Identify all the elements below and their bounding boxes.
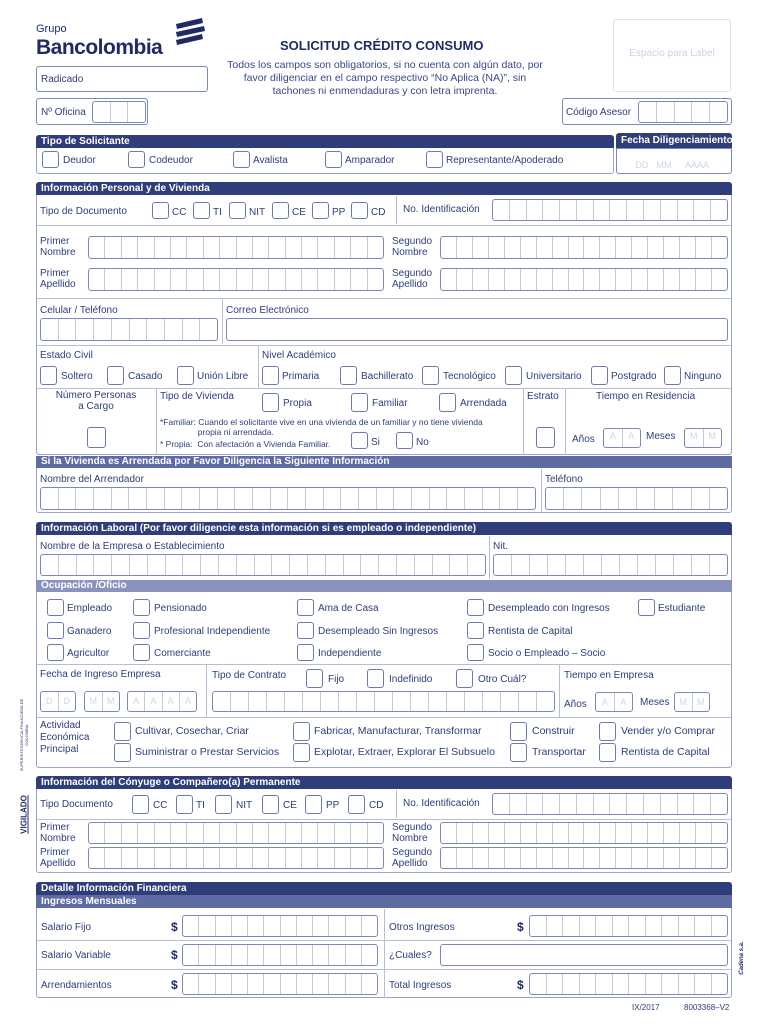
doc-option-nit: NIT <box>249 207 266 218</box>
ocupacion-header: Ocupación /Oficio <box>36 580 732 592</box>
arrendamientos-label: Arrendamientos <box>41 980 112 991</box>
logo-brand-text: Bancolombia <box>36 36 163 59</box>
checkbox-casado[interactable] <box>107 366 124 385</box>
no-identificacion-label: No. Identificación <box>403 204 480 215</box>
residencia-anos-label: Años <box>572 434 595 445</box>
cuales-label: ¿Cuales? <box>389 950 432 961</box>
checkbox-rentista[interactable] <box>599 743 616 762</box>
segundo-apellido-label: Segundo Apellido <box>392 268 433 290</box>
checkbox-conyuge-cc[interactable] <box>132 795 149 814</box>
tipo-solicitante-header: Tipo de Solicitante <box>36 135 614 148</box>
option-propia: Propia <box>283 398 312 409</box>
fecha-ingreso-ph-m2: M <box>107 696 115 706</box>
fecha-mm-placeholder: MM <box>656 160 672 170</box>
option-empleado: Empleado <box>67 603 113 614</box>
celular-input[interactable] <box>40 318 218 341</box>
salario-variable-currency: $ <box>171 948 178 962</box>
checkbox-arrendada[interactable] <box>439 393 456 412</box>
option-fabricar: Fabricar, Manufacturar, Transformar <box>314 725 482 737</box>
checkbox-si[interactable] <box>351 432 368 449</box>
financiera-header: Detalle Información Financiera <box>36 882 732 895</box>
checkbox-familiar[interactable] <box>351 393 368 412</box>
fecha-aaaa-placeholder: AAAA <box>684 160 709 170</box>
fecha-ingreso-ph-a4: A <box>184 696 191 706</box>
option-amparador: Amparador <box>345 155 395 166</box>
radicado-label: Radicado <box>41 74 84 85</box>
fecha-ingreso-ph-a1: A <box>128 692 145 711</box>
oficina-label: Nº Oficina <box>41 107 86 118</box>
doc-option-ce: CE <box>292 207 306 218</box>
checkbox-pensionado[interactable] <box>133 599 150 616</box>
conyuge-doc-nit: NIT <box>236 800 253 811</box>
option-cultivar: Cultivar, Cosechar, Criar <box>135 725 249 737</box>
salario-variable-label: Salario Variable <box>41 950 111 961</box>
option-rentista: Rentista de Capital <box>621 746 710 758</box>
conyuge-header: Información del Cónyuge o Compañero(a) Permanente <box>36 776 732 789</box>
option-explotar: Explotar, Extraer, Explorar El Subsuelo <box>314 746 495 758</box>
option-union-libre: Unión Libre <box>197 371 249 382</box>
tipo-vivienda-label: Tipo de Vivienda <box>160 391 234 402</box>
salario-variable-input[interactable] <box>182 944 378 966</box>
fecha-ingreso-ph-d1: D <box>41 692 59 711</box>
residencia-meses-label: Meses <box>646 431 676 442</box>
option-primaria: Primaria <box>282 371 320 382</box>
tiempo-residencia-label: Tiempo en Residencia <box>596 391 696 402</box>
option-estudiante: Estudiante <box>658 603 706 614</box>
checkbox-fijo[interactable] <box>306 669 323 688</box>
checkbox-construir[interactable] <box>510 722 527 741</box>
arrendamientos-currency: $ <box>171 978 178 992</box>
checkbox-amparador[interactable] <box>325 151 342 168</box>
option-postgrado: Postgrado <box>611 371 657 382</box>
ingresos-header: Ingresos Mensuales <box>36 895 732 908</box>
residencia-anos-input[interactable] <box>603 428 641 448</box>
conyuge-primer-apellido-input[interactable] <box>88 847 384 869</box>
empresa-label: Nombre de la Empresa o Establecimiento <box>40 541 225 552</box>
conyuge-primer-nombre-label: Primer Nombre <box>40 822 76 844</box>
option-deudor: Deudor <box>63 155 96 166</box>
empresa-anos-ph-2: A <box>620 697 627 707</box>
checkbox-deudor[interactable] <box>42 151 59 168</box>
footer-code: 8003368–V2 <box>684 1003 730 1012</box>
residencia-meses-ph-1: M <box>685 429 704 447</box>
form-title: SOLICITUD CRÉDITO CONSUMO <box>280 38 484 53</box>
option-desempleado-sin-ingresos: Desempleado Sin Ingresos <box>318 626 439 637</box>
option-arrendada: Arrendada <box>460 398 507 409</box>
codigo-asesor-label: Código Asesor <box>566 107 632 118</box>
checkbox-universitario[interactable] <box>505 366 522 385</box>
checkbox-conyuge-ce[interactable] <box>262 795 279 814</box>
conyuge-segundo-nombre-label: Segundo Nombre <box>392 822 433 844</box>
option-ama-casa: Ama de Casa <box>318 603 379 614</box>
label-space-box <box>613 19 731 92</box>
checkbox-desempleado-sin-ingresos[interactable] <box>297 622 314 639</box>
nombre-arrendador-label: Nombre del Arrendador <box>40 474 144 485</box>
laboral-header: Información Laboral (Por favor diligencie esta información si es empleado o independiente) <box>36 522 732 535</box>
conyuge-doc-cd: CD <box>369 800 384 811</box>
conyuge-segundo-apellido-label: Segundo Apellido <box>392 847 433 869</box>
checkbox-suministrar[interactable] <box>114 743 131 762</box>
printer-mark: Cadena s.a. <box>739 941 745 975</box>
checkbox-ninguno[interactable] <box>664 366 681 385</box>
checkbox-postgrado[interactable] <box>591 366 608 385</box>
salario-fijo-input[interactable] <box>182 915 378 937</box>
option-ninguno: Ninguno <box>684 371 722 382</box>
checkbox-primaria[interactable] <box>262 366 279 385</box>
option-suministrar: Suministrar o Prestar Servicios <box>135 746 280 758</box>
checkbox-comerciante[interactable] <box>133 644 150 661</box>
checkbox-socio[interactable] <box>467 644 484 661</box>
option-otro-cual: Otro Cuál? <box>478 674 527 685</box>
option-universitario: Universitario <box>526 371 582 382</box>
empresa-input[interactable] <box>40 554 486 576</box>
actividad-label: Actividad Económica Principal <box>40 720 90 755</box>
empresa-meses-label: Meses <box>640 697 670 708</box>
conyuge-primer-apellido-label: Primer Apellido <box>40 847 76 869</box>
celular-label: Celular / Teléfono <box>40 305 118 316</box>
checkbox-cultivar[interactable] <box>114 722 131 741</box>
checkbox-codeudor[interactable] <box>128 151 145 168</box>
empresa-anos-label: Años <box>564 699 587 710</box>
conyuge-doc-cc: CC <box>153 800 168 811</box>
option-ganadero: Ganadero <box>67 626 112 637</box>
residencia-meses-input[interactable] <box>684 428 722 448</box>
checkbox-ama-casa[interactable] <box>297 599 314 616</box>
arrendamientos-input[interactable] <box>182 973 378 995</box>
tipo-contrato-label: Tipo de Contrato <box>212 670 287 681</box>
checkbox-bachillerato[interactable] <box>340 366 357 385</box>
option-independiente: Independiente <box>318 648 382 659</box>
checkbox-rentista-capital[interactable] <box>467 622 484 639</box>
checkbox-doc-cc[interactable] <box>152 202 169 219</box>
option-construir: Construir <box>532 725 575 737</box>
telefono-arrendador-label: Teléfono <box>545 474 583 485</box>
estrato-input[interactable] <box>536 427 555 448</box>
option-casado: Casado <box>128 371 163 382</box>
empresa-meses-ph-2: M <box>697 697 705 707</box>
checkbox-conyuge-cd[interactable] <box>348 795 365 814</box>
nit-input[interactable] <box>493 554 728 576</box>
estrato-label: Estrato <box>527 391 559 402</box>
option-socio: Socio o Empleado – Socio <box>488 648 606 659</box>
checkbox-tecnologico[interactable] <box>422 366 439 385</box>
segundo-apellido-input[interactable] <box>440 268 728 291</box>
option-agricultor: Agricultor <box>67 648 110 659</box>
option-desempleado-ingresos: Desempleado con Ingresos <box>488 603 610 614</box>
checkbox-conyuge-pp[interactable] <box>305 795 322 814</box>
fecha-ingreso-mm[interactable] <box>84 691 120 712</box>
codigo-asesor-input[interactable] <box>638 101 728 123</box>
bank-logo <box>36 22 206 62</box>
tipo-documento-label: Tipo de Documento <box>40 206 127 217</box>
form-instructions: Todos los campos son obligatorios, si no cuenta con algún dato, por favor diligenciar en el campo respectivo “No Aplica (NA)”, sin tachones ni enmendaduras y con letra imprenta. <box>227 59 543 97</box>
residencia-anos-ph-1: A <box>604 429 623 447</box>
primer-nombre-label: Primer Nombre <box>40 236 76 258</box>
option-comerciante: Comerciante <box>154 648 211 659</box>
primer-apellido-input[interactable] <box>88 268 384 291</box>
option-transportar: Transportar <box>532 746 586 758</box>
checkbox-conyuge-ti[interactable] <box>176 795 193 814</box>
option-fijo: Fijo <box>328 674 345 685</box>
logo-group-text: Grupo <box>36 23 67 35</box>
superfinanciera-text: SUPERINTENDENCIA FINANCIERA DE COLOMBIA <box>19 698 29 772</box>
checkbox-representante[interactable] <box>426 151 443 168</box>
fecha-ingreso-ph-m1: M <box>85 692 103 711</box>
conyuge-doc-ti: TI <box>196 800 205 811</box>
option-vender: Vender y/o Comprar <box>621 725 715 737</box>
conyuge-segundo-nombre-input[interactable] <box>440 822 728 844</box>
doc-option-cd: CD <box>371 207 386 218</box>
fecha-dd-placeholder: DD <box>635 160 649 170</box>
conyuge-primer-nombre-input[interactable] <box>88 822 384 844</box>
option-si: Si <box>371 437 380 448</box>
option-soltero: Soltero <box>61 371 93 382</box>
checkbox-doc-cd[interactable] <box>351 202 368 219</box>
option-no: No <box>416 437 429 448</box>
checkbox-empleado[interactable] <box>47 599 64 616</box>
checkbox-doc-ti[interactable] <box>193 202 210 219</box>
option-rentista-capital: Rentista de Capital <box>488 626 573 637</box>
checkbox-profesional-independiente[interactable] <box>133 622 150 639</box>
checkbox-doc-nit[interactable] <box>229 202 246 219</box>
checkbox-doc-pp[interactable] <box>312 202 329 219</box>
checkbox-ganadero[interactable] <box>47 622 64 639</box>
fecha-ingreso-aaaa[interactable] <box>127 691 197 712</box>
conyuge-no-identificacion-input[interactable] <box>492 793 728 815</box>
no-identificacion-input[interactable] <box>492 199 728 221</box>
checkbox-soltero[interactable] <box>40 366 57 385</box>
checkbox-agricultor[interactable] <box>47 644 64 661</box>
option-indefinido: Indefinido <box>389 674 433 685</box>
total-ingresos-input[interactable] <box>529 973 728 995</box>
checkbox-explotar[interactable] <box>293 743 310 762</box>
total-ingresos-label: Total Ingresos <box>389 980 452 991</box>
telefono-arrendador-input[interactable] <box>545 487 728 510</box>
vigilado-seal <box>16 700 40 840</box>
checkbox-transportar[interactable] <box>510 743 527 762</box>
primer-apellido-label: Primer Apellido <box>40 268 76 290</box>
numero-personas-input[interactable] <box>87 427 106 448</box>
checkbox-otro-cual[interactable] <box>456 669 473 688</box>
residencia-meses-ph-2: M <box>708 431 716 441</box>
fecha-ingreso-label: Fecha de Ingreso Empresa <box>40 669 161 680</box>
option-tecnologico: Tecnológico <box>443 371 496 382</box>
otros-ingresos-currency: $ <box>517 920 524 934</box>
label-space-text: Espacio para Label <box>629 48 715 59</box>
checkbox-vender[interactable] <box>599 722 616 741</box>
checkbox-desempleado-ingresos[interactable] <box>467 599 484 616</box>
nit-label: Nit. <box>493 541 508 552</box>
tiempo-empresa-label: Tiempo en Empresa <box>564 670 654 681</box>
checkbox-avalista[interactable] <box>233 151 250 168</box>
otros-ingresos-label: Otros Ingresos <box>389 922 455 933</box>
fecha-ingreso-ph-a2: A <box>145 692 162 711</box>
cuales-input[interactable] <box>440 944 728 966</box>
total-ingresos-currency: $ <box>517 978 524 992</box>
doc-option-ti: TI <box>213 207 222 218</box>
option-representante: Representante/Apoderado <box>446 155 564 166</box>
nombre-arrendador-input[interactable] <box>40 487 536 510</box>
checkbox-no[interactable] <box>396 432 413 449</box>
vigilado-text: VIGILADO <box>19 795 29 834</box>
empresa-anos-input[interactable] <box>595 692 633 712</box>
doc-option-cc: CC <box>172 207 187 218</box>
option-codeudor: Codeudor <box>149 155 193 166</box>
option-familiar: Familiar <box>372 398 408 409</box>
logo-stripes-icon <box>172 18 206 48</box>
checkbox-fabricar[interactable] <box>293 722 310 741</box>
footer-date: IX/2017 <box>632 1003 660 1012</box>
empresa-meses-input[interactable] <box>674 692 710 712</box>
tipo-contrato-otro-input[interactable] <box>212 691 555 712</box>
conyuge-doc-pp: PP <box>326 800 340 811</box>
checkbox-propia[interactable] <box>262 393 279 412</box>
option-avalista: Avalista <box>253 155 288 166</box>
nota-propia: * Propia: Con afectación a Vivienda Familiar. <box>160 439 331 449</box>
checkbox-union-libre[interactable] <box>177 366 194 385</box>
fecha-diligenciamiento-header: Fecha Diligenciamiento <box>616 133 732 148</box>
residencia-anos-ph-2: A <box>628 431 635 441</box>
estado-civil-label: Estado Civil <box>40 350 93 361</box>
primer-nombre-input[interactable] <box>88 236 384 259</box>
option-profesional-independiente: Profesional Independiente <box>154 626 271 637</box>
conyuge-tipo-documento-label: Tipo Documento <box>40 799 113 810</box>
doc-option-pp: PP <box>332 207 346 218</box>
correo-input[interactable] <box>226 318 728 341</box>
conyuge-no-identificacion-label: No. Identificación <box>403 798 480 809</box>
nota-familiar: *Familiar: Cuando el solicitante vive en una vivienda de un familiar y no tiene vivienda propia ni arrendada. <box>160 417 483 437</box>
fecha-ingreso-ph-a3: A <box>163 692 180 711</box>
fecha-ingreso-ph-d2: D <box>63 696 70 706</box>
checkbox-independiente[interactable] <box>297 644 314 661</box>
oficina-input[interactable] <box>92 101 146 123</box>
empresa-anos-ph-1: A <box>596 693 615 711</box>
option-pensionado: Pensionado <box>154 603 207 614</box>
nivel-academico-label: Nivel Académico <box>262 350 336 361</box>
personal-header: Información Personal y de Vivienda <box>36 182 732 195</box>
segundo-nombre-input[interactable] <box>440 236 728 259</box>
numero-personas-label: Número Personas a Cargo <box>55 390 137 412</box>
arrendada-header: Si la Vivienda es Arrendada por Favor Diligencia la Siguiente Información <box>36 456 732 468</box>
checkbox-doc-ce[interactable] <box>272 202 289 219</box>
radicado-field[interactable] <box>36 66 208 92</box>
salario-fijo-currency: $ <box>171 920 178 934</box>
fecha-diligenciamiento-input[interactable] <box>616 148 732 174</box>
option-bachillerato: Bachillerato <box>361 371 414 382</box>
empresa-meses-ph-1: M <box>675 693 693 711</box>
checkbox-estudiante[interactable] <box>638 599 655 616</box>
checkbox-indefinido[interactable] <box>367 669 384 688</box>
segundo-nombre-label: Segundo Nombre <box>392 236 433 258</box>
otros-ingresos-input[interactable] <box>529 915 728 937</box>
checkbox-conyuge-nit[interactable] <box>215 795 232 814</box>
conyuge-segundo-apellido-input[interactable] <box>440 847 728 869</box>
fecha-ingreso-dd[interactable] <box>40 691 76 712</box>
salario-fijo-label: Salario Fijo <box>41 922 92 933</box>
correo-label: Correo Electrónico <box>226 305 309 316</box>
conyuge-doc-ce: CE <box>283 800 297 811</box>
